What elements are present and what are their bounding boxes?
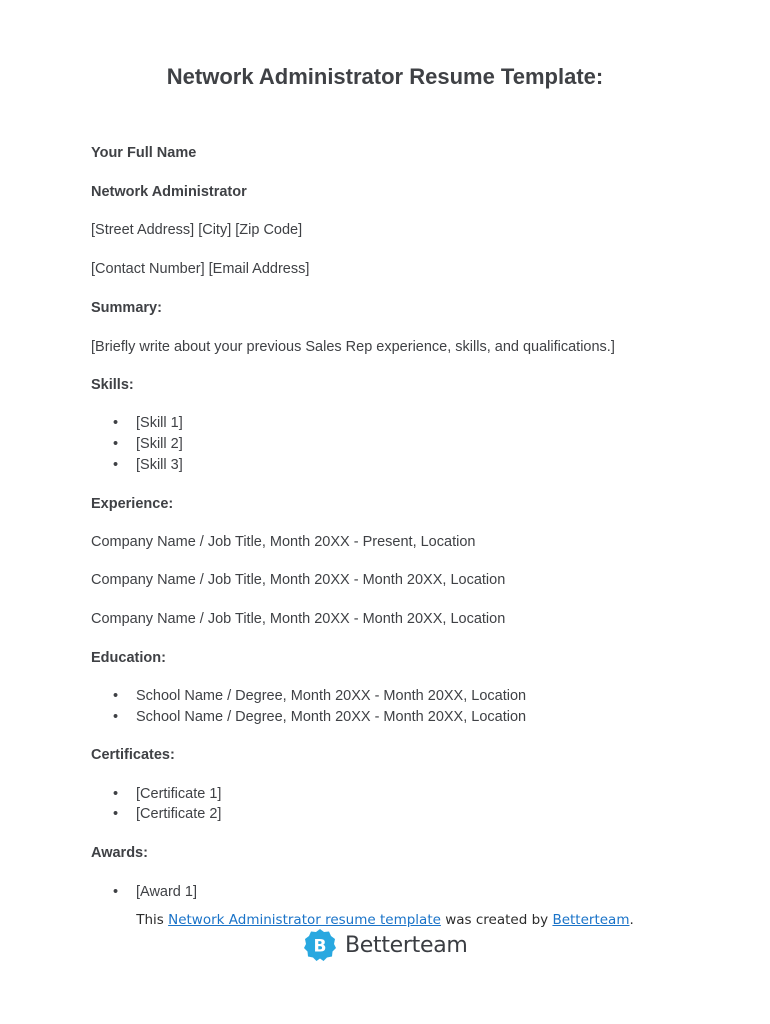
brand-name: Betterteam <box>345 932 468 958</box>
betterteam-link[interactable]: Betterteam <box>552 912 630 928</box>
job-title: Network Administrator <box>91 184 247 200</box>
summary-heading: Summary: <box>91 300 162 316</box>
award-item: [Award 1] <box>136 884 197 900</box>
education-item: School Name / Degree, Month 20XX - Month 20XX, Location <box>136 688 527 704</box>
certificate-item: [Certificate 2] <box>136 806 222 822</box>
bullet-icon: • <box>113 415 119 431</box>
education-heading: Education: <box>91 650 166 666</box>
experience-item: Company Name / Job Title, Month 20XX - Month 20XX, Location <box>91 572 506 588</box>
bullet-icon: • <box>113 884 119 900</box>
experience-item: Company Name / Job Title, Month 20XX - Month 20XX, Location <box>91 611 506 627</box>
bullet-icon: • <box>113 436 119 452</box>
contact-line: [Contact Number] [Email Address] <box>91 261 310 277</box>
experience-item: Company Name / Job Title, Month 20XX - Present, Location <box>91 534 476 550</box>
logo-letter: B <box>313 936 327 957</box>
bullet-icon: • <box>113 709 119 725</box>
certificates-heading: Certificates: <box>91 747 175 763</box>
betterteam-logo-icon <box>303 928 337 962</box>
address-line: [Street Address] [City] [Zip Code] <box>91 222 303 238</box>
footer-suffix: . <box>629 912 634 928</box>
bullet-icon: • <box>113 688 119 704</box>
betterteam-logo[interactable] <box>303 928 468 962</box>
attribution-footer <box>0 912 770 928</box>
skill-item: [Skill 1] <box>136 415 183 431</box>
bullet-icon: • <box>113 806 119 822</box>
summary-text: [Briefly write about your previous Sales Rep experience, skills, and qualifications.] <box>91 339 615 355</box>
document-title: Network Administrator Resume Template: <box>166 64 604 89</box>
full-name: Your Full Name <box>91 145 197 161</box>
skills-heading: Skills: <box>91 377 134 393</box>
certificate-item: [Certificate 1] <box>136 786 222 802</box>
footer-middle: was created by <box>440 912 553 928</box>
skill-item: [Skill 2] <box>136 436 183 452</box>
skill-item: [Skill 3] <box>136 457 183 473</box>
bullet-icon: • <box>113 457 119 473</box>
bullet-icon: • <box>113 786 119 802</box>
awards-heading: Awards: <box>91 845 148 861</box>
experience-heading: Experience: <box>91 496 174 512</box>
education-item: School Name / Degree, Month 20XX - Month 20XX, Location <box>136 709 527 725</box>
footer-prefix: This <box>136 912 169 928</box>
template-link[interactable]: Network Administrator resume template <box>168 912 441 928</box>
